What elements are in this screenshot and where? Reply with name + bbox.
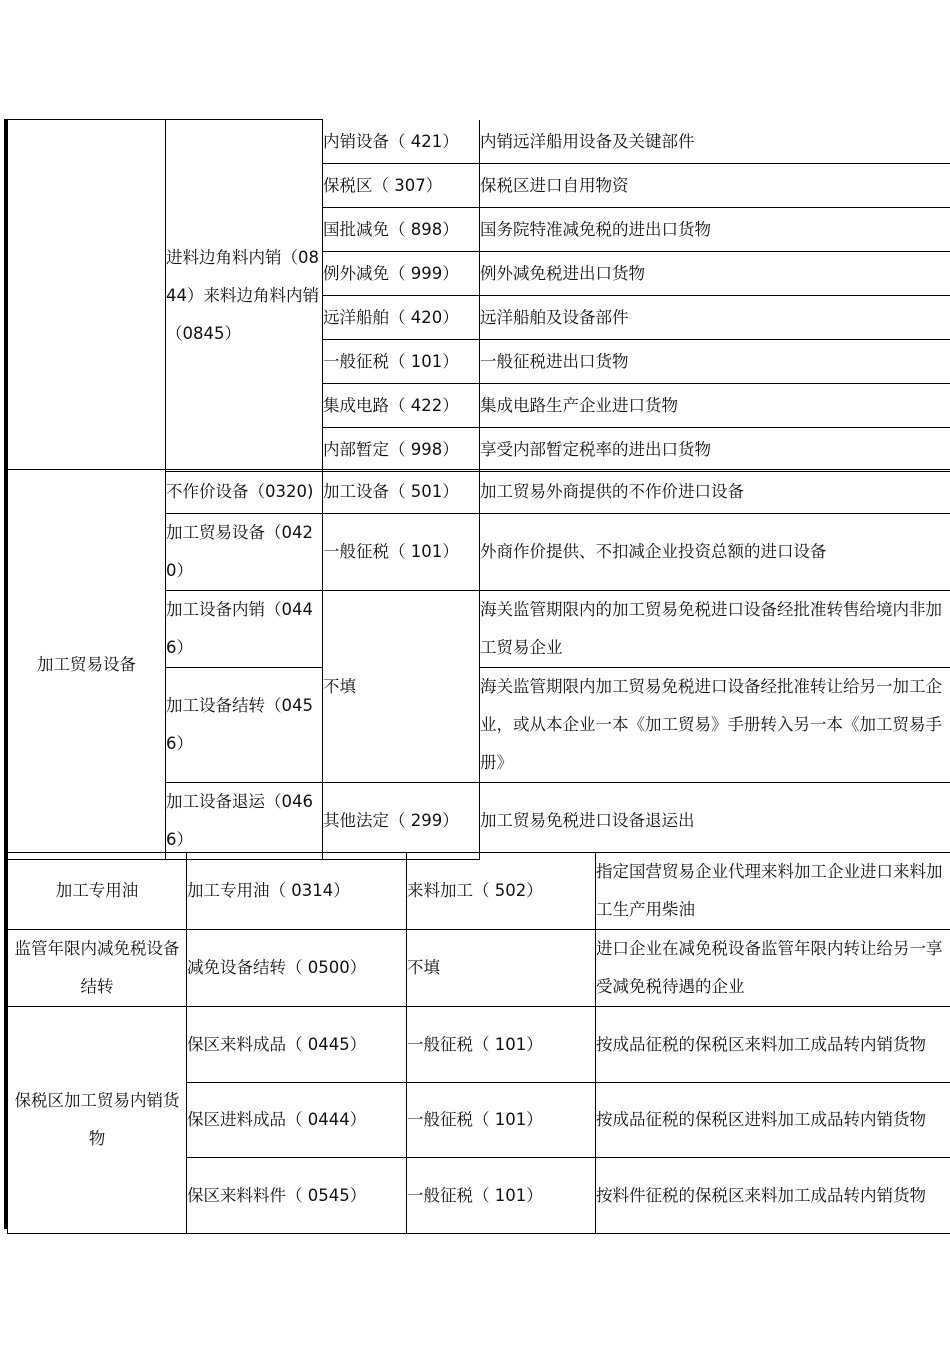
section-a-desc-cell: 享受内部暂定税率的进出口货物 xyxy=(480,428,950,472)
section-c-mode-cell: 加工专用油（ 0314） xyxy=(187,853,407,930)
section-a-desc-cell: 集成电路生产企业进口货物 xyxy=(480,384,950,428)
section-a-desc-cell: 内销远洋船用设备及关键部件 xyxy=(480,120,950,164)
section-b-desc-cell: 外商作价提供、不扣减企业投资总额的进口设备 xyxy=(480,514,950,591)
section-b-tax-cell: 不填 xyxy=(323,591,480,783)
section-c-mode-cell: 保区进料成品（ 0444） xyxy=(187,1083,407,1158)
section-c-desc-cell: 指定国营贸易企业代理来料加工企业进口来料加工生产用柴油 xyxy=(596,853,950,930)
section-c-category: 加工专用油 xyxy=(8,853,187,930)
section-a-desc-cell: 远洋船舶及设备部件 xyxy=(480,296,950,340)
section-a-tax-cell: 例外减免（ 999） xyxy=(323,252,480,296)
section-c-bonded-category: 保税区加工贸易内销货物 xyxy=(8,1007,187,1234)
section-b-table xyxy=(7,469,950,860)
section-a-tax-cell: 一般征税（ 101） xyxy=(323,340,480,384)
section-b-mode-cell: 不作价设备（0320) xyxy=(166,470,323,514)
section-c-mode-cell: 保区来料料件（ 0545） xyxy=(187,1158,407,1234)
section-c-desc-cell: 进口企业在减免税设备监管年限内转让给另一享受减免税待遇的企业 xyxy=(596,930,950,1007)
section-a-empty-category xyxy=(8,120,166,472)
section-a-tax-cell: 内部暂定（ 998） xyxy=(323,428,480,472)
section-a-tax-cell: 内销设备（ 421） xyxy=(323,120,480,164)
section-b-desc-cell: 加工贸易免税进口设备退运出 xyxy=(480,783,950,860)
section-b-tax-cell: 一般征税（ 101） xyxy=(323,514,480,591)
section-c-tax-cell: 来料加工（ 502） xyxy=(407,853,596,930)
section-b-mode-cell: 加工设备结转（0456） xyxy=(166,668,323,783)
section-c-desc-cell: 按成品征税的保税区来料加工成品转内销货物 xyxy=(596,1007,950,1083)
section-a-desc-cell: 保税区进口自用物资 xyxy=(480,164,950,208)
section-b-desc-cell: 海关监管期限内的加工贸易免税进口设备经批准转售给境内非加工贸易企业 xyxy=(480,591,950,668)
section-c-tax-cell: 一般征税（ 101） xyxy=(407,1007,596,1083)
section-b-category: 加工贸易设备 xyxy=(8,470,166,860)
section-b-desc-cell: 加工贸易外商提供的不作价进口设备 xyxy=(480,470,950,514)
section-c-mode-cell: 保区来料成品（ 0445） xyxy=(187,1007,407,1083)
section-b-desc-cell: 海关监管期限内加工贸易免税进口设备经批准转让给另一加工企业，或从本企业一本《加工贸易》手册转入另一本《加工贸易手册》 xyxy=(480,668,950,783)
section-b-mode-cell: 加工设备内销（0446） xyxy=(166,591,323,668)
section-c-tax-cell: 不填 xyxy=(407,930,596,1007)
section-a-desc-cell: 一般征税进出口货物 xyxy=(480,340,950,384)
section-a-tax-cell: 保税区（ 307） xyxy=(323,164,480,208)
section-a-desc-cell: 例外减免税进出口货物 xyxy=(480,252,950,296)
section-c-category: 监管年限内减免税设备结转 xyxy=(8,930,187,1007)
section-b-mode-cell: 加工设备退运（0466） xyxy=(166,783,323,860)
section-a-tax-cell: 集成电路（ 422） xyxy=(323,384,480,428)
section-c-desc-cell: 按料件征税的保税区来料加工成品转内销货物 xyxy=(596,1158,950,1234)
section-a-group-label: 进料边角料内销（0844）来料边角料内销（0845） xyxy=(166,120,323,472)
section-b-tax-cell: 其他法定（ 299） xyxy=(323,783,480,860)
section-b-tax-cell: 加工设备（ 501） xyxy=(323,470,480,514)
section-c-mode-cell: 减免设备结转（ 0500） xyxy=(187,930,407,1007)
section-a-table xyxy=(7,119,950,472)
section-a-desc-cell: 国务院特准减免税的进出口货物 xyxy=(480,208,950,252)
section-c-tax-cell: 一般征税（ 101） xyxy=(407,1158,596,1234)
section-a-tax-cell: 远洋船舶（ 420） xyxy=(323,296,480,340)
section-b-mode-cell: 加工贸易设备（0420） xyxy=(166,514,323,591)
section-a-tax-cell: 国批减免（ 898） xyxy=(323,208,480,252)
section-c-tax-cell: 一般征税（ 101） xyxy=(407,1083,596,1158)
section-c-table xyxy=(7,852,950,1234)
section-c-desc-cell: 按成品征税的保税区进料加工成品转内销货物 xyxy=(596,1083,950,1158)
